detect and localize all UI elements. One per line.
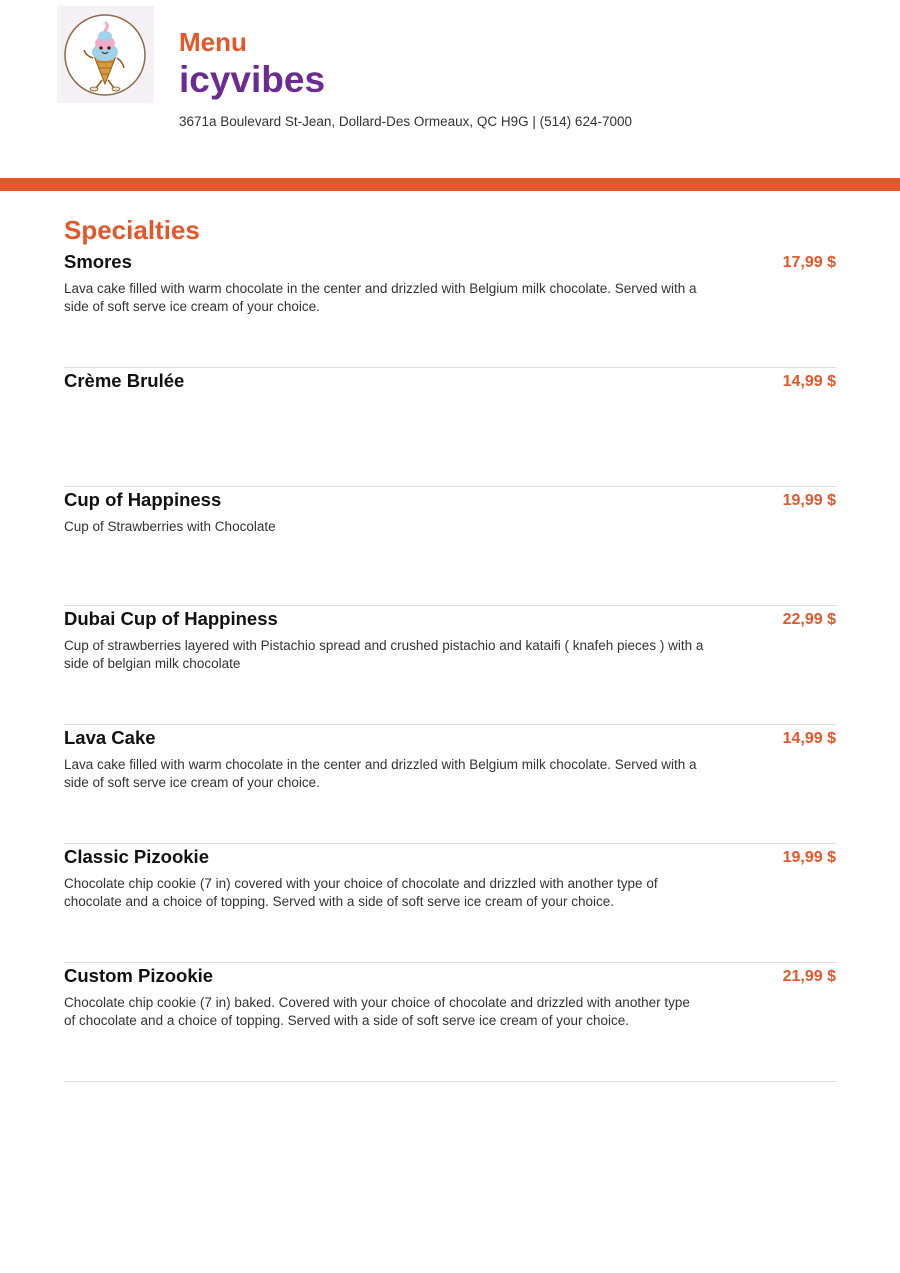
item-name: Smores: [64, 251, 132, 272]
address-line: 3671a Boulevard St-Jean, Dollard-Des Ormeaux, QC H9G | (514) 624-7000: [179, 114, 632, 129]
menu-item: [64, 845, 836, 963]
menu-item: [64, 369, 836, 487]
item-name: Dubai Cup of Happiness: [64, 608, 278, 629]
menu-item: [64, 607, 836, 725]
menu-label: Menu: [179, 27, 247, 57]
item-name: Lava Cake: [64, 727, 156, 748]
menu-item: [64, 488, 836, 606]
menu-item: [64, 726, 836, 844]
item-price: 17,99 $: [782, 254, 836, 271]
item-price: 22,99 $: [782, 611, 836, 628]
ice-cream-mascot-icon: [62, 12, 148, 98]
brand-name: icyvibes: [179, 59, 326, 100]
item-name: Custom Pizookie: [64, 965, 214, 986]
item-name: Crème Brulée: [64, 370, 185, 391]
item-description: Chocolate chip cookie (7 in) covered with your choice of chocolate and drizzled with another type of chocolate and a choice of topping. Served with a side of soft serve ice cream of your choice.: [64, 876, 658, 909]
item-name: Cup of Happiness: [64, 489, 222, 510]
item-description: Lava cake filled with warm chocolate in the center and drizzled with Belgium milk chocolate. Served with a side of soft serve ice cream of your choice.: [64, 757, 697, 790]
item-price: 19,99 $: [782, 492, 836, 509]
logo: [57, 6, 154, 103]
menu-item: [64, 250, 836, 368]
item-description: Chocolate chip cookie (7 in) baked. Covered with your choice of chocolate and drizzled with another type of chocolate and a choice of topping. Served with a side of soft serve ice cream of your choice.: [64, 995, 690, 1028]
item-description: Cup of Strawberries with Chocolate: [64, 519, 276, 534]
menu-items-list: [64, 250, 836, 1082]
item-price: 19,99 $: [782, 849, 836, 866]
item-name: Classic Pizookie: [64, 846, 209, 867]
item-price: 14,99 $: [782, 730, 836, 747]
item-price: 21,99 $: [782, 968, 836, 985]
item-description: Cup of strawberries layered with Pistachio spread and crushed pistachio and kataifi ( knafeh pieces ) with a side of belgian milk chocolate: [64, 638, 704, 671]
item-price: 14,99 $: [782, 373, 836, 390]
menu-header: [0, 0, 900, 178]
item-description: Lava cake filled with warm chocolate in the center and drizzled with Belgium milk chocolate. Served with a side of soft serve ice cream of your choice.: [64, 281, 697, 314]
header-divider-stripe: [0, 178, 900, 191]
menu-item: [64, 964, 836, 1082]
section-title: Specialties: [64, 215, 200, 245]
